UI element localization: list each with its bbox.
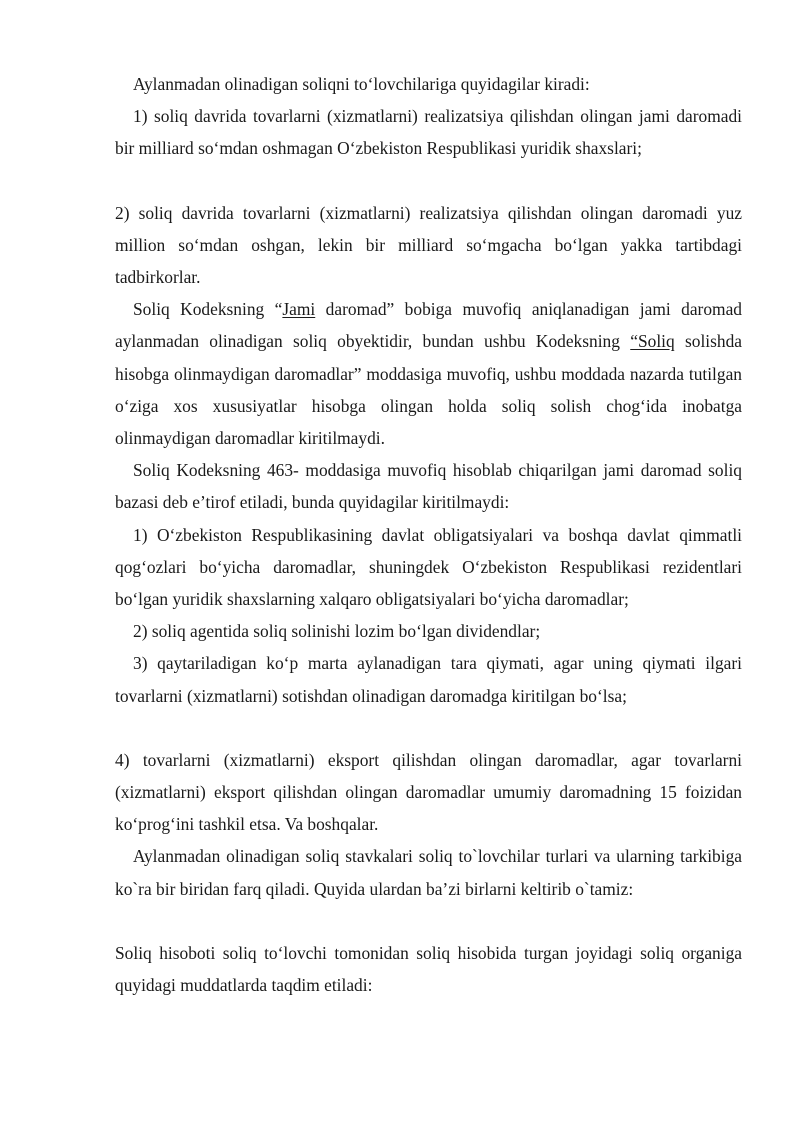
soliq-link[interactable]: “Soliq (630, 331, 675, 352)
document-page (115, 68, 742, 1001)
paragraph-tax-base: Soliq Kodeksning 463- moddasiga muvofiq hisoblab chiqarilgan jami daromad soliq bazasi deb e’tirof etiladi, bunda quyidagilar kiritilmaydi: (115, 460, 742, 513)
paragraph-tax-rates: Aylanmadan olinadigan soliq stavkalari soliq to`lovchilar turlari va ularning tarkibiga ko`ra bir biridan farq qiladi. Quyida ulardan ba’zi birlarni keltirib o`tamiz: (115, 846, 742, 899)
paragraph-tax-object (115, 293, 742, 454)
list-item-1: 1) soliq davrida tovarlarni (xizmatlarni) realizatsiya qilishdan olingan jami daromadi bir milliard so‘mdan oshmagan O‘zbekiston Respublikasi yuridik shaxslari; (115, 106, 742, 159)
exclusion-item-3: 3) qaytariladigan ko‘p marta aylanadigan tara qiymati, agar uning qiymati ilgari tovarlarni (xizmatlarni) sotishdan olinadigan daromadga kiritilgan bo‘lsa; (115, 653, 742, 706)
paragraph-text-part: Soliq Kodeksning “ (133, 299, 283, 320)
paragraph-text-part: solishda hisobga olinmaydigan daromadlar” moddasiga muvofiq, ushbu moddada nazarda tutilgan o‘ziga xos xususiyatlar hisobga olingan holda soliq solish chog‘ida inobatga olinmaydigan daromadlar kiritilmaydi. (115, 331, 743, 449)
paragraph-intro: Aylanmadan olinadigan soliqni to‘lovchilariga quyidagilar kiradi: (133, 74, 590, 94)
exclusion-item-1: 1) O‘zbekiston Respublikasining davlat obligatsiyalari va boshqa davlat qimmatli qog‘ozlari bo‘yicha daromadlar, shuningdek O‘zbekiston Respublikasi rezidentlari bo‘lgan yuridik shaxslarning xalqaro obligatsiyalari bo‘yicha daromadlar; (115, 524, 742, 610)
exclusion-item-4: 4) tovarlarni (xizmatlarni) eksport qilishdan olingan daromadlar, agar tovarlarni (xizmatlarni) eksport qilishdan olingan daromadlar umumiy daromadning 15 foizidan ko‘prog‘ini tashkil etsa. Va boshqalar. (115, 749, 742, 835)
jami-link[interactable]: Jami (282, 299, 316, 320)
list-item-2: 2) soliq davrida tovarlarni (xizmatlarni) realizatsiya qilishdan olingan daromadi yuz million so‘mdan oshgan, lekin bir milliard so‘mgacha bo‘lgan yakka tartibdagi tadbirkorlar. (115, 202, 742, 288)
paragraph-tax-report: Soliq hisoboti soliq to‘lovchi tomonidan soliq hisobida turgan joyidagi soliq organiga quyidagi muddatlarda taqdim etiladi: (115, 942, 742, 996)
exclusion-item-2: 2) soliq agentida soliq solinishi lozim bo‘lgan dividendlar; (133, 621, 541, 642)
paragraph-text-part: daromad” bobiga muvofiq aniqlanadigan jami daromad aylanmadan olinadigan soliq obyektidir, bundan ushbu Kodeksning (115, 299, 742, 352)
